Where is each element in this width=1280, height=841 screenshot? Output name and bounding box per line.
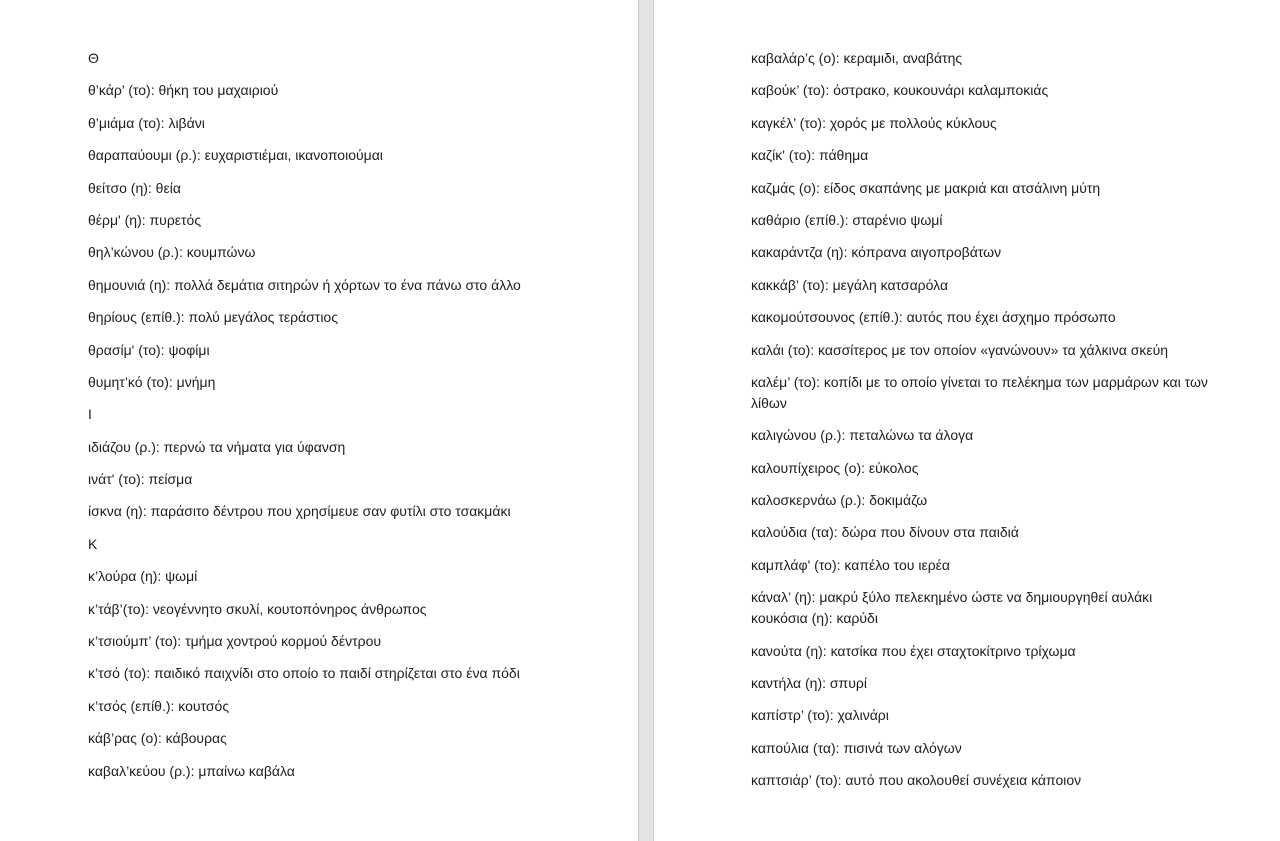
- glossary-entry: θαραπαύουμι (ρ.): ευχαριστιέμαι, ικανοποιούμαι: [88, 147, 383, 164]
- glossary-entry: θ’κάρ’ (το): θήκη του μαχαιριού: [88, 82, 279, 99]
- glossary-entry: κ’τσό (το): παιδικό παιχνίδι στο οποίο το παιδί στηρίζεται στο ένα πόδι: [88, 665, 520, 682]
- glossary-entry: καβαλάρ’ς (ο): κεραμιδι, αναβάτης: [751, 50, 963, 66]
- glossary-entry: θείτσο (η): θεία: [88, 179, 181, 196]
- glossary-entry: κ’λούρα (η): ψωμί: [88, 568, 198, 585]
- page-gutter: [638, 0, 654, 841]
- glossary-entry: καζίκ' (το): πάθημα: [751, 147, 869, 164]
- glossary-entry: καβαλ’κεύου (ρ.): μπαίνω καβάλα: [88, 762, 295, 779]
- glossary-entry: καλιγώνου (ρ.): πεταλώνω τα άλογα: [751, 427, 974, 444]
- glossary-entry: κ’τσός (επίθ.): κουτσός: [88, 697, 230, 714]
- glossary-entry: κάναλ’ (η): μακρύ ξύλο πελεκημένο ώστε να δημιουργηθεί αυλάκι: [751, 589, 1153, 606]
- section-letter-theta: Θ: [88, 50, 99, 66]
- glossary-entry: κανούτα (η): κατσίκα που έχει σταχτοκίτρινο τρίχωμα: [751, 642, 1076, 659]
- glossary-entry: θρασίμ' (το): ψοφίμι: [88, 341, 210, 358]
- glossary-entry: θηλ’κώνου (ρ.): κουμπώνω: [88, 244, 256, 261]
- glossary-entry: θηρίους (επίθ.): πολύ μεγάλος τεράστιος: [88, 309, 338, 326]
- glossary-entry: θυμητ’κό (το): μνήμη: [88, 373, 216, 390]
- glossary-entry: κακαράντζα (η): κόπρανα αιγοπροβάτων: [751, 244, 1002, 261]
- glossary-entry: κάβ’ρας (ο): κάβουρας: [88, 730, 227, 747]
- glossary-entry: καζμάς (ο): είδος σκαπάνης με μακριά και ατσάλινη μύτη: [751, 179, 1101, 196]
- glossary-entry: καλούδια (τα): δώρα που δίνουν στα παιδιά: [751, 524, 1019, 541]
- section-letter-iota: Ι: [88, 406, 92, 423]
- section-letter-kappa: Κ: [88, 535, 98, 552]
- glossary-entry: κουκόσια (η): καρύδι: [751, 610, 878, 627]
- document-page-right: [654, 0, 1280, 841]
- glossary-entry: καβούκ’ (το): όστρακο, κουκουνάρι καλαμποκιάς: [751, 82, 1049, 99]
- glossary-entry: κ’τάβ’(το): νεογέννητο σκυλί, κουτοπόνηρος άνθρωπος: [88, 600, 427, 617]
- glossary-entry: καντήλα (η): σπυρί: [751, 675, 867, 692]
- glossary-entry: καλέμ’ (το): κοπίδι με το οποίο γίνεται το πελέκημα των μαρμάρων και των λίθων: [751, 373, 1208, 411]
- glossary-entry: θημουνιά (η): πολλά δεμάτια σιτηρών ή χόρτων το ένα πάνω στο άλλο: [88, 276, 521, 293]
- glossary-entry: καλάι (το): κασσίτερος με τον οποίον «γανώνουν» τα χάλκινα σκεύη: [751, 341, 1169, 358]
- glossary-entry: καθάριο (επίθ.): σταρένιο ψωμί: [751, 211, 943, 228]
- glossary-entry: κακομούτσουνος (επίθ.): αυτός που έχει άσχημο πρόσωπο: [751, 309, 1116, 326]
- glossary-entry: κακκάβ’ (το): μεγάλη κατσαρόλα: [751, 276, 949, 293]
- glossary-entry: καπούλια (τα): πισινά των αλόγων: [751, 739, 962, 756]
- glossary-entry: καγκέλ’ (το): χορός με πολλούς κύκλους: [751, 114, 997, 131]
- document-page-left: [0, 0, 638, 841]
- glossary-entry: ίσκνα (η): παράσιτο δέντρου που χρησίμευε σαν φυτίλι στο τσακμάκι: [88, 503, 511, 520]
- glossary-entry: καπίστρ’ (το): χαλινάρι: [751, 707, 889, 724]
- glossary-entry: ινάτ' (το): πείσμα: [88, 471, 193, 488]
- glossary-entry: καπτσιάρ’ (το): αυτό που ακολουθεί συνέχεια κάποιον: [751, 772, 1082, 789]
- glossary-entry: θέρμ' (η): πυρετός: [88, 211, 202, 228]
- glossary-entry: καλουπίχειρος (ο): εύκολος: [751, 459, 919, 476]
- glossary-entry: ιδιάζου (ρ.): περνώ τα νήματα για ύφανση: [88, 438, 346, 455]
- glossary-entry: θ’μιάμα (το): λιβάνι: [88, 114, 205, 131]
- glossary-entry: καλοσκερνάω (ρ.): δοκιμάζω: [751, 492, 928, 509]
- glossary-entry: κ’τσιούμπ’ (το): τμήμα χοντρού κορμού δέντρου: [88, 633, 382, 650]
- glossary-entry: καμπλάφ' (το): καπέλο του ιερέα: [751, 556, 950, 573]
